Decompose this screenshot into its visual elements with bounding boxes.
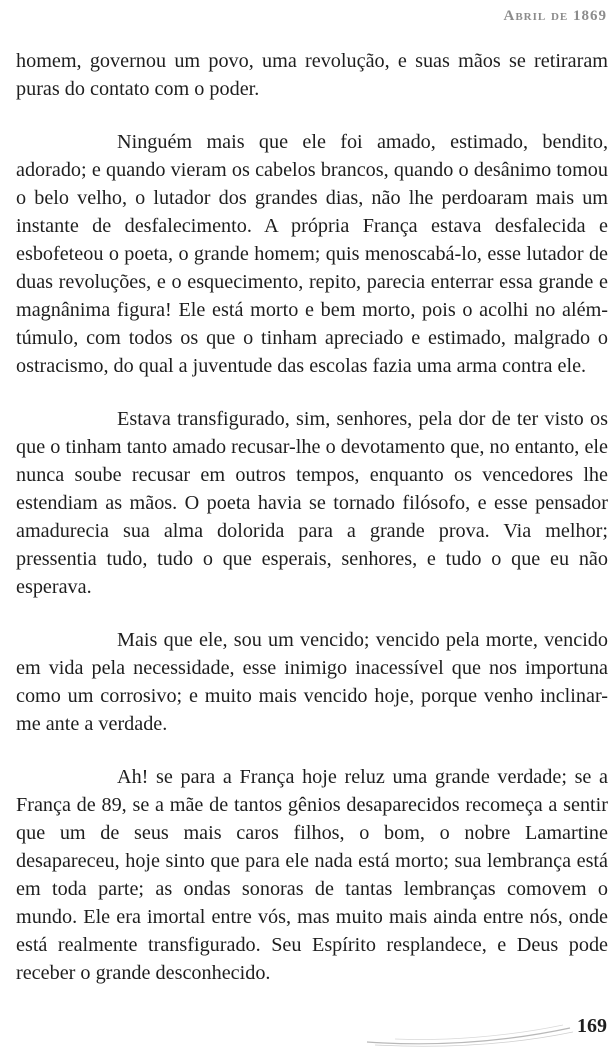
paragraph-continuation: homem, governou um povo, uma revolução, e suas mãos se retiraram puras do contato com o poder. <box>16 50 608 100</box>
body-text <box>16 47 608 1012</box>
page-number: 169 <box>577 1015 607 1037</box>
page-ornament-swash <box>365 1022 575 1048</box>
running-header: Abril de 1869 <box>503 8 607 24</box>
paragraph: Ah! se para a França hoje reluz uma grande verdade; se a França de 89, se a mãe de tantos gênios desaparecidos recomeça a sentir que um de seus mais caros filhos, o bom, o nobre Lamartine desapareceu, hoje sinto que para ele nada está morto; sua lembrança está em toda parte; as ondas sonoras de tantas lembranças comovem o mundo. Ele era imortal entre vós, mas muito mais ainda entre nós, onde está realmente transfigurado. Seu Espírito resplandece, e Deus pode receber o grande desconhecido. <box>16 766 608 984</box>
paragraph: Ninguém mais que ele foi amado, estimado, bendito, adorado; e quando vieram os cabelos brancos, quando o desânimo tomou o belo velho, o lutador dos grandes dias, não lhe perdoaram mais um instante de desfalecimento. A própria França estava desfalecida e esbofeteou o poeta, o grande homem; quis menoscabá-lo, esse lutador de duas revoluções, e o esquecimento, repito, parecia enterrar essa grande e magnânima figura! Ele está morto e bem morto, pois o acolhi no além-túmulo, com todos os que o tinham apreciado e estimado, malgrado o ostracismo, do qual a juventude das escolas fazia uma arma contra ele. <box>16 131 608 377</box>
paragraph: Mais que ele, sou um vencido; vencido pela morte, vencido em vida pela necessidade, esse inimigo inacessível que nos importuna como um corrosivo; e muito mais vencido hoje, porque venho inclinar-me ante a verdade. <box>16 629 608 735</box>
paragraph: Estava transfigurado, sim, senhores, pela dor de ter visto os que o tinham tanto amado recusar-lhe o devotamento que, no entanto, ele nunca soube recusar em outros tempos, enquanto os vencedores lhe estendiam as mãos. O poeta havia se tornado filósofo, e esse pensador amadurecia sua alma dolorida para a grande prova. Via melhor; pressentia tudo, tudo o que esperais, senhores, e tudo o que eu não esperava. <box>16 408 608 598</box>
